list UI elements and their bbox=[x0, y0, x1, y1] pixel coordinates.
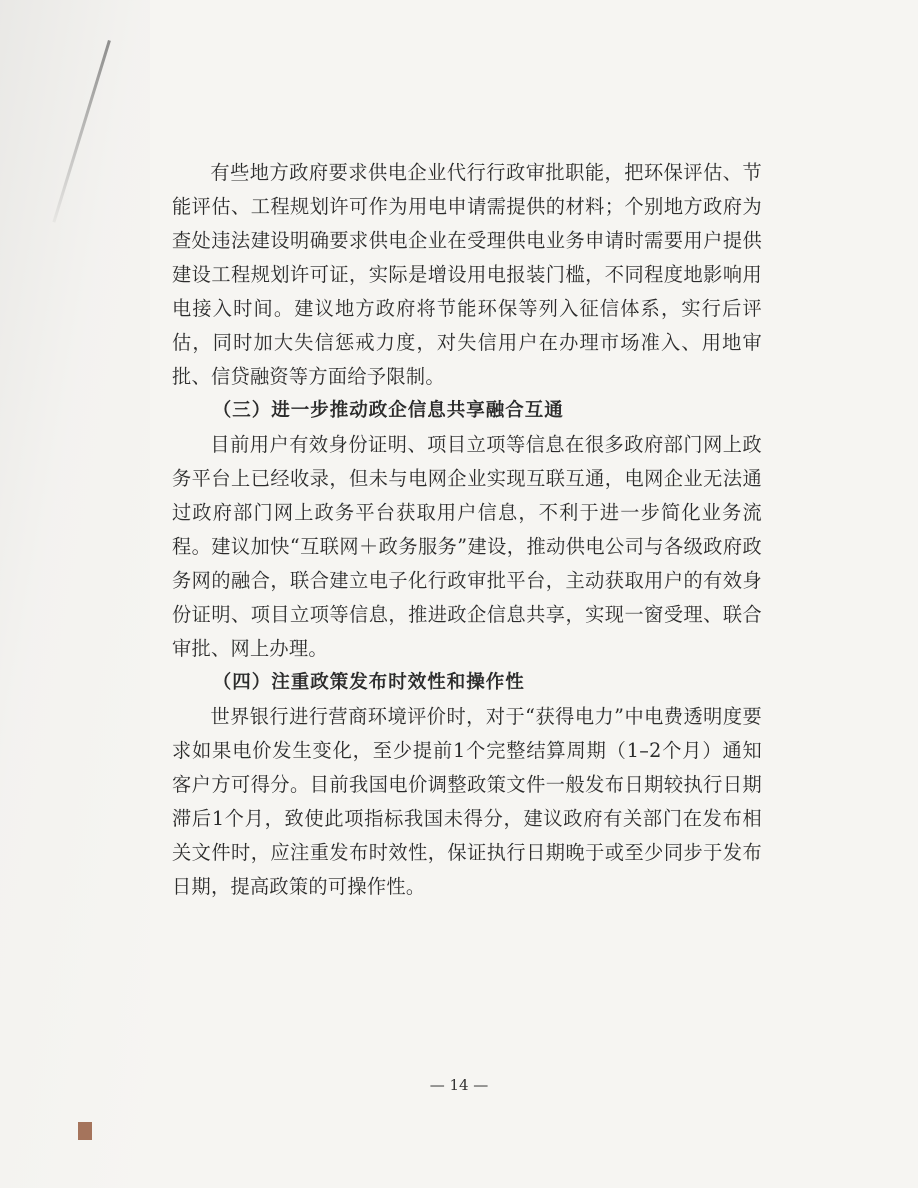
section-heading-three: （三）进一步推动政企信息共享融合互通 bbox=[212, 400, 564, 421]
scan-corner-mark bbox=[78, 1122, 92, 1140]
scan-crease-line bbox=[52, 40, 110, 223]
document-body bbox=[172, 156, 762, 904]
section-heading-four: （四）注重政策发布时效性和操作性 bbox=[212, 672, 525, 693]
page-number: — 14 — bbox=[429, 1076, 489, 1094]
paragraph-approval-requirements: 有些地方政府要求供电企业代行行政审批职能，把环保评估、节能评估、工程规划许可作为用电申请需提供的材料；个别地方政府为查处违法建设明确要求供电企业在受理供电业务申请时需要用户提供建设工程规划许可证，实际是增设用电报装门槛，不同程度地影响用电接入时间。建议地方政府将节能环保等列入征信体系，实行后评估，同时加大失信惩戒力度，对失信用户在办理市场准入、用地审批、信贷融资等方面给予限制。 bbox=[172, 161, 762, 388]
paragraph-info-sharing: 目前用户有效身份证明、项目立项等信息在很多政府部门网上政务平台上已经收录，但未与电网企业实现互联互通，电网企业无法通过政府部门网上政务平台获取用户信息，不利于进一步简化业务流程。建议加快“互联网＋政务服务”建设，推动供电公司与各级政府政务网的融合，联合建立电子化行政审批平台，主动获取用户的有效身份证明、项目立项等信息，推进政企信息共享，实现一窗受理、联合审批、网上办理。 bbox=[172, 433, 762, 660]
scan-shadow bbox=[0, 0, 150, 1188]
paragraph-policy-timeliness: 世界银行进行营商环境评价时，对于“获得电力”中电费透明度要求如果电价发生变化，至少提前1个完整结算周期（1–2个月）通知客户方可得分。目前我国电价调整政策文件一般发布日期较执行日期滞后1个月，致使此项指标我国未得分，建议政府有关部门在发布相关文件时，应注重发布时效性，保证执行日期晚于或至少同步于发布日期，提高政策的可操作性。 bbox=[172, 705, 762, 898]
